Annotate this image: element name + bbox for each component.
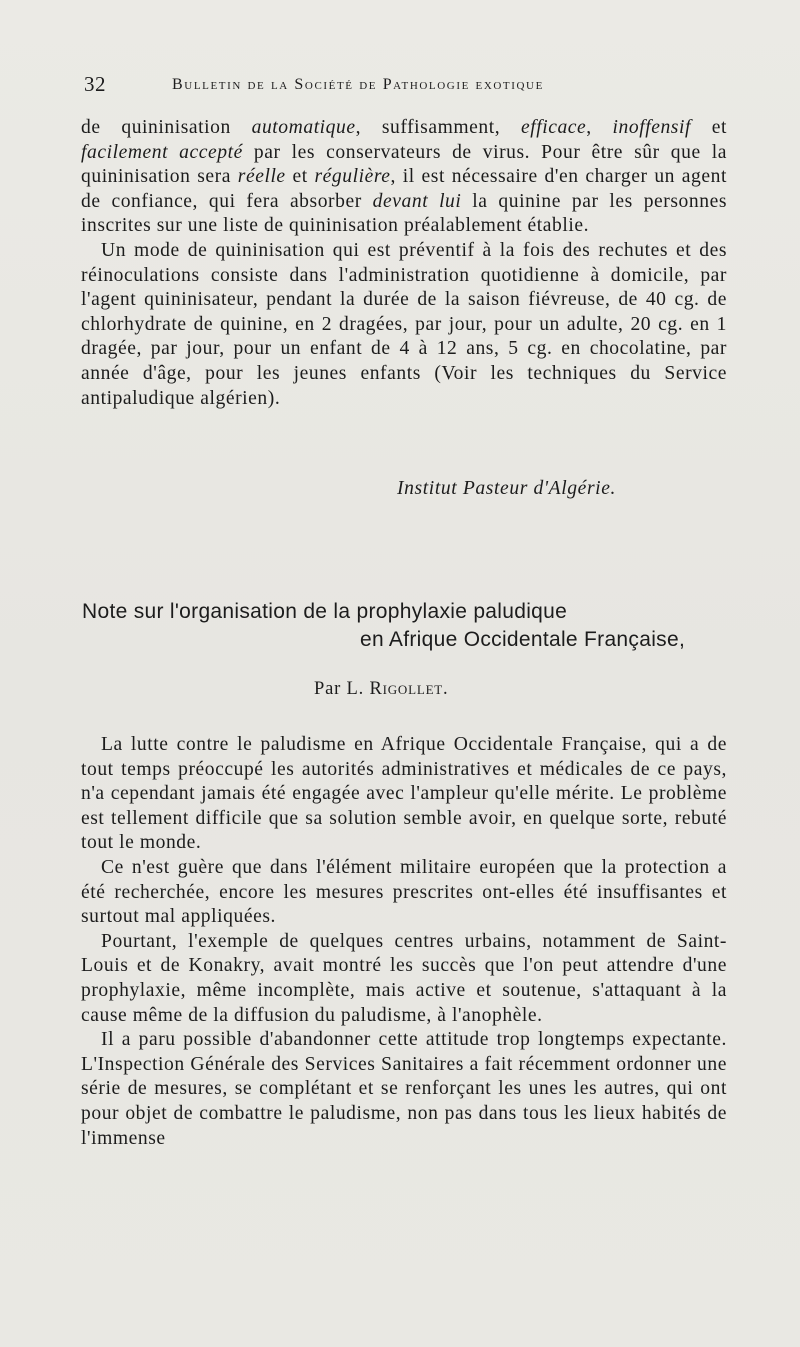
text-run: de quininisation: [81, 117, 252, 138]
emphasis: inoffensif: [612, 117, 691, 138]
emphasis: devant lui: [372, 190, 462, 212]
article-title: [82, 598, 728, 654]
text-run: par les conservateurs de virus. Pour être sûr que la quininisation sera: [81, 141, 727, 188]
paragraph: Ce n'est guère que dans l'élément militaire européen que la protection a été recherchée, encore les mesures prescrites ont-elles été insuffisantes et surtout mal appliquées.: [81, 856, 727, 928]
text-run: , suffisamment,: [355, 117, 521, 138]
text-run: et: [690, 117, 727, 138]
paragraph: Pourtant, l'exemple de quelques centres urbains, notamment de Saint-Louis et de Konakry, avait montré les succès que l'on peut attendre d'une prophylaxie, même incomplète, mais active et soutenue, s'attaquant à la cause même de la diffusion du paludisme, à l'anophèle.: [81, 930, 727, 1026]
paragraph: Un mode de quininisation qui est préventif à la fois des rechutes et des réinoculations consiste dans l'administration quotidienne à domicile, par l'agent quininisateur, pendant la durée de la saison fiévreuse, de 40 cg. de chlorhydrate de quinine, en 2 dragées, par jour, pour un adulte, 20 cg. en 1 dragée, par jour, pour un enfant de 4 à 12 ans, 5 cg. en chocolatine, par année d'âge, pour les jeunes enfants (Voir les techniques du Service antipaludique algérien).: [81, 239, 727, 409]
signature: Institut Pasteur d'Algérie.: [397, 478, 617, 499]
author-name: Rigollet.: [369, 679, 449, 699]
text-run: ,: [586, 117, 613, 138]
paragraph: [81, 116, 727, 239]
journal-title: Bulletin de la Société de Pathologie exotique: [172, 76, 544, 93]
page-number: 32: [84, 72, 106, 96]
emphasis: régulière: [314, 166, 391, 188]
byline-prefix: Par L.: [314, 679, 370, 699]
emphasis: réelle: [237, 166, 286, 188]
text-run: , il est nécessaire d'en charger un agent de confiance, qui fera absorber: [81, 166, 727, 212]
running-head: [84, 72, 644, 98]
text-run: la quinine par les personnes inscrites sur une liste de quininisation préalablement établie.: [81, 190, 727, 237]
emphasis: facilement accepté: [81, 141, 243, 163]
section-continuation: [81, 116, 727, 411]
paragraph: La lutte contre le paludisme en Afrique Occidentale Française, qui a de tout temps préoccupé les autorités administratives et médicales de ce pays, n'a cependant jamais été engagée avec l'ampleur qu'elle mérite. Le problème est tellement difficile que sa solution semble avoir, en quelque sorte, rebuté tout le monde.: [81, 734, 727, 854]
title-line: Note sur l'organisation de la prophylaxie paludique: [82, 600, 568, 623]
emphasis: automatique: [251, 117, 356, 138]
text-run: et: [285, 166, 315, 188]
article-body: [81, 733, 727, 1151]
emphasis: efficace: [520, 117, 587, 138]
paragraph: Il a paru possible d'abandonner cette attitude trop longtemps expectante. L'Inspection Générale des Services Sanitaires a fait récemment ordonner une série de mesures, se complétant et se renforçant les unes les autres, qui ont pour objet de combattre le paludisme, non pas dans tous les lieux habités de l'immense: [81, 1029, 727, 1149]
title-line: en Afrique Occidentale Française,: [360, 628, 686, 651]
byline: [314, 679, 448, 700]
